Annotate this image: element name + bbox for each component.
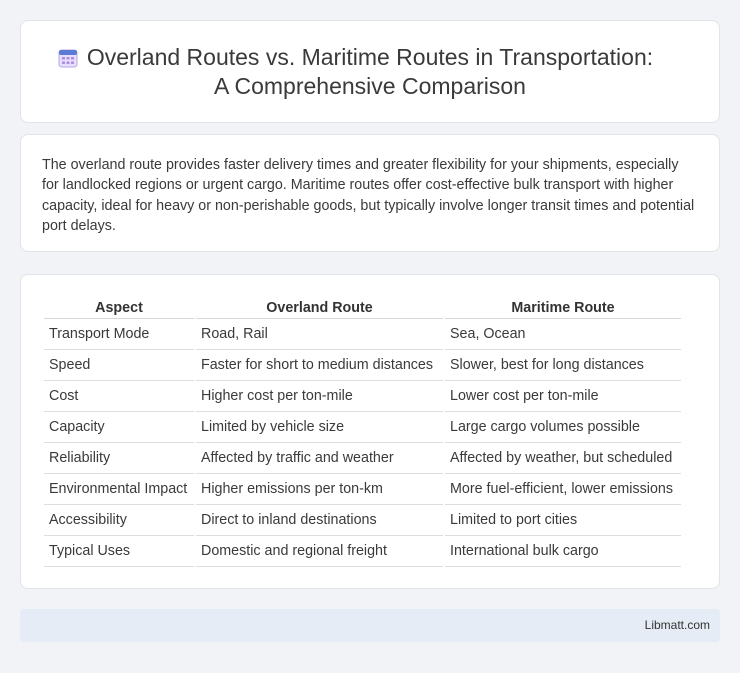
table-cell-aspect: Capacity	[44, 412, 194, 443]
table-cell-aspect: Accessibility	[44, 505, 194, 536]
page-title	[21, 43, 719, 101]
table-cell-overland: Direct to inland destinations	[196, 505, 443, 536]
table-cell-maritime: International bulk cargo	[445, 536, 681, 567]
table-cell-maritime: Lower cost per ton-mile	[445, 381, 681, 412]
column-header-maritime: Maritime Route	[445, 295, 681, 319]
table-cell-aspect: Reliability	[44, 443, 194, 474]
table-row	[44, 350, 681, 381]
table-cell-maritime: Affected by weather, but scheduled	[445, 443, 681, 474]
table-cell-maritime: Sea, Ocean	[445, 319, 681, 350]
table-cell-maritime: Slower, best for long distances	[445, 350, 681, 381]
table-cell-maritime: Limited to port cities	[445, 505, 681, 536]
page-title-line-1: Overland Routes vs. Maritime Routes in Transportation:	[86, 44, 654, 70]
table-cell-aspect: Cost	[44, 381, 194, 412]
table-cell-aspect: Environmental Impact	[44, 474, 194, 505]
comparison-table-card	[20, 274, 720, 589]
table-cell-maritime: Large cargo volumes possible	[445, 412, 681, 443]
column-header-overland: Overland Route	[196, 295, 443, 319]
table-row	[44, 412, 681, 443]
table-cell-overland: Road, Rail	[196, 319, 443, 350]
table-cell-maritime: More fuel-efficient, lower emissions	[445, 474, 681, 505]
footer-site-link[interactable]: Libmatt.com	[644, 618, 710, 632]
table-row	[44, 319, 681, 350]
title-card	[20, 20, 720, 123]
table-cell-overland: Higher emissions per ton-km	[196, 474, 443, 505]
table-header-row	[44, 295, 681, 319]
table-cell-aspect: Transport Mode	[44, 319, 194, 350]
table-cell-overland: Faster for short to medium distances	[196, 350, 443, 381]
comparison-table	[42, 295, 683, 567]
description-text: The overland route provides faster delivery times and greater flexibility for your shipments, especially for landlocked regions or urgent cargo. Maritime routes offer cost-effective bulk transport with higher capacity, ideal for heavy or non-perishable goods, but typically involve longer transit times and potential port delays.	[42, 157, 695, 234]
table-cell-overland: Higher cost per ton-mile	[196, 381, 443, 412]
table-cell-overland: Limited by vehicle size	[196, 412, 443, 443]
column-header-aspect: Aspect	[44, 295, 194, 319]
table-row	[44, 443, 681, 474]
table-cell-overland: Domestic and regional freight	[196, 536, 443, 567]
description-card	[20, 134, 720, 252]
footer-bar	[20, 609, 720, 642]
table-cell-overland: Affected by traffic and weather	[196, 443, 443, 474]
table-cell-aspect: Speed	[44, 350, 194, 381]
table-row	[44, 505, 681, 536]
table-row	[44, 381, 681, 412]
table-row	[44, 474, 681, 505]
page-title-line-2: A Comprehensive Comparison	[214, 73, 526, 99]
table-cell-aspect: Typical Uses	[44, 536, 194, 567]
table-row	[44, 536, 681, 567]
